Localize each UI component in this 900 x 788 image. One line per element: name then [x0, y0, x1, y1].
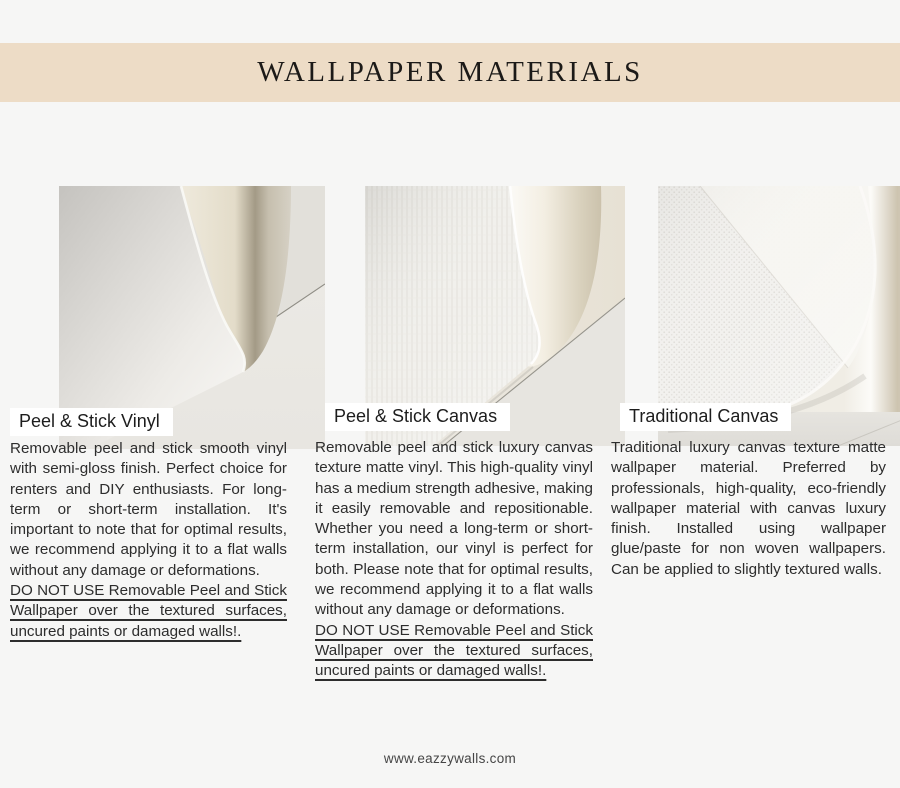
- description-column-vinyl: [10, 439, 287, 642]
- material-label-traditional: Traditional Canvas: [620, 403, 791, 431]
- website-url: www.eazzywalls.com: [383, 751, 517, 766]
- material-description: Removable peel and stick smooth vinyl with semi-gloss finish. Perfect choice for renters and DIY enthusiasts. For long-term or short-term installation. It's important to note that for optimal results, we recommend applying it to a flat walls without any damage or deformations.: [10, 440, 287, 579]
- page-footer: [0, 751, 900, 766]
- page-title: WALLPAPER MATERIALS: [257, 56, 643, 88]
- material-description: Traditional luxury canvas texture matte wallpaper material. Preferred by professionals, high-quality, eco-friendly wallpaper material with canvas luxury finish. Installed using wallpaper glue/paste for non woven wallpapers. Can be applied to slightly textured walls.: [611, 439, 886, 578]
- material-description: Removable peel and stick luxury canvas texture matte vinyl. This high-quality vinyl has a medium strength adhesive, making it easily removable and repositionable. Whether you need a long-term or short-term installation, our vinyl is perfect for both. Please note that for optimal results, we recommend applying it to a flat walls without any damage or deformations.: [315, 439, 593, 619]
- description-column-canvas: [315, 438, 593, 682]
- title-banner: [0, 43, 900, 102]
- material-label-canvas: Peel & Stick Canvas: [325, 403, 510, 431]
- material-warning: DO NOT USE Removable Peel and Stick Wallpaper over the textured surfaces, uncured paints or damaged walls!.: [10, 582, 287, 640]
- material-label-vinyl: Peel & Stick Vinyl: [10, 408, 173, 436]
- description-column-traditional: [611, 438, 886, 580]
- material-warning: DO NOT USE Removable Peel and Stick Wallpaper over the textured surfaces, uncured paints or damaged walls!.: [315, 621, 593, 680]
